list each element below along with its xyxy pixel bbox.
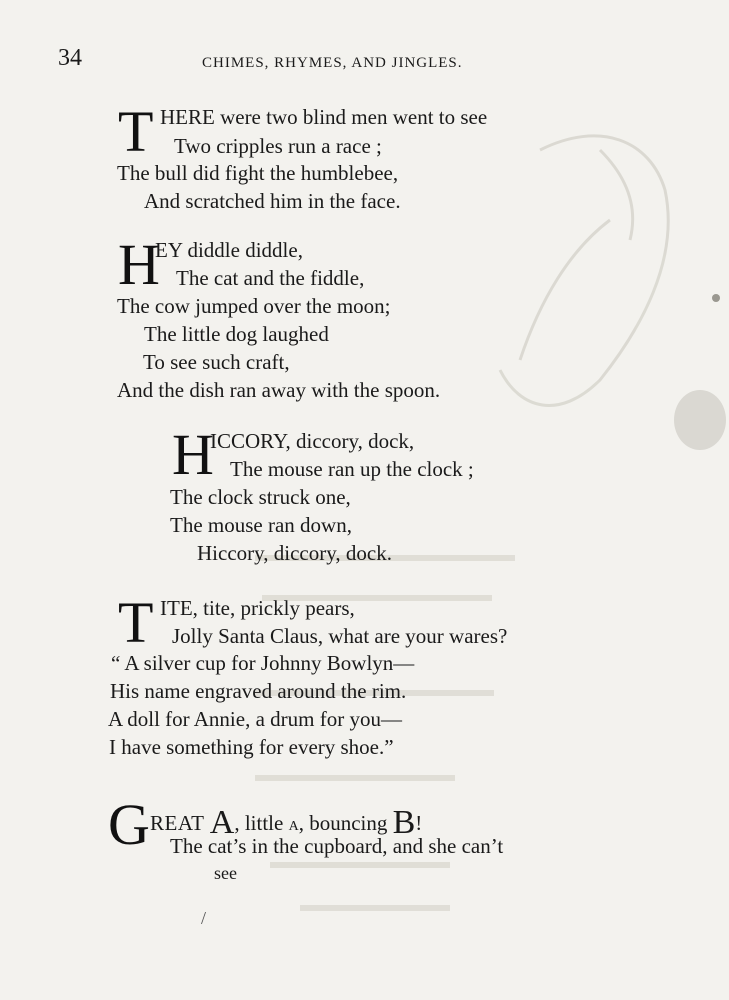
rhyme1-dropcap: T (118, 99, 154, 164)
rhyme5-exclaim: ! (415, 811, 423, 835)
rhyme2-line2: The cat and the fiddle, (176, 266, 365, 290)
rhyme2-line4: The little dog laughed (144, 322, 329, 346)
rhyme5-great-word: REAT (150, 811, 205, 835)
rhyme5-big-a: A (209, 804, 235, 841)
rhyme5-line2: The cat’s in the cupboard, and she can’t (170, 834, 504, 858)
rhyme3-line3: The clock struck one, (170, 485, 351, 509)
rhyme5-big-b: B (392, 804, 416, 841)
rhyme4-line6: I have something for every shoe.” (109, 735, 394, 759)
rhyme2-line5: To see such craft, (143, 350, 290, 374)
rhyme3-line1: ICCORY, diccory, dock, (210, 429, 415, 453)
running-title: CHIMES, RHYMES, AND JINGLES. (202, 55, 463, 71)
rhyme4-line2: Jolly Santa Claus, what are your wares? (172, 624, 508, 648)
rhyme5-dropcap: G (108, 792, 150, 857)
rhyme1-line4: And scratched him in the face. (144, 189, 401, 213)
rhyme3-line4: The mouse ran down, (170, 513, 352, 537)
rhyme5-line3: see (214, 863, 237, 883)
rhyme2-line1: EY diddle diddle, (155, 238, 303, 262)
pencil-mark: / (201, 908, 207, 928)
page-number: 34 (58, 45, 82, 71)
rhyme2-line3: The cow jumped over the moon; (117, 294, 391, 318)
rhyme2-line6: And the dish ran away with the spoon. (117, 378, 441, 402)
rhyme4-line1: ITE, tite, prickly pears, (160, 596, 355, 620)
rhyme5-bouncing-text: , bouncing (298, 811, 388, 835)
rhyme1-line3: The bull did fight the humblebee, (117, 161, 399, 185)
rhyme5-small-a: A (288, 819, 299, 834)
rhyme3-line5: Hiccory, diccory, dock. (197, 541, 392, 565)
rhyme1-line1: HERE were two blind men went to see (160, 105, 488, 129)
rhyme2-dropcap: H (118, 232, 160, 297)
rhyme4-line3: “ A silver cup for Johnny Bowlyn— (111, 651, 415, 675)
rhyme5-little-text: , little (234, 811, 284, 835)
rhyme4-line5: A doll for Annie, a drum for you— (108, 707, 402, 731)
rhyme3-line2: The mouse ran up the clock ; (230, 457, 474, 481)
rhyme4-line4: His name engraved around the rim. (110, 679, 407, 703)
rhyme3-dropcap: H (172, 422, 214, 487)
rhyme1-line2: Two cripples run a race ; (174, 134, 382, 158)
rhyme4-dropcap: T (118, 590, 154, 655)
